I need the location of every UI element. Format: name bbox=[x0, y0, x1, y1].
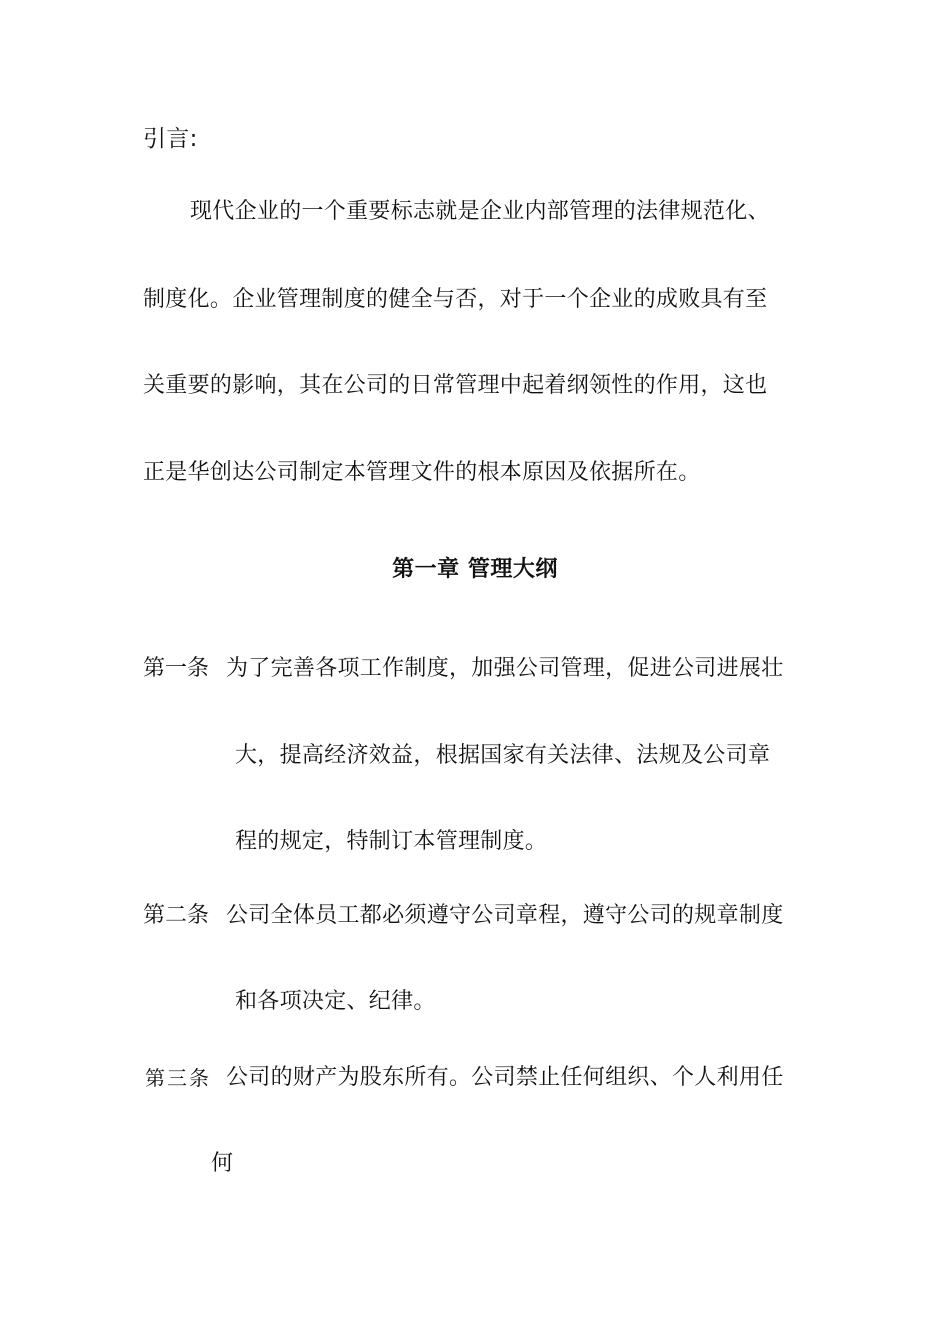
article-1-line-2: 大，提高经济效益，根据国家有关法律、法规及公司章 bbox=[235, 743, 771, 768]
intro-line-2: 制度化。企业管理制度的健全与否，对于一个企业的成败具有至 bbox=[143, 287, 768, 312]
article-1-line-3: 程的规定，特制订本管理制度。 bbox=[235, 829, 548, 854]
intro-line-1: 现代企业的一个重要标志就是企业内部管理的法律规范化、 bbox=[190, 199, 770, 224]
article-1-line-1: 为了完善各项工作制度，加强公司管理，促进公司进展壮 bbox=[226, 656, 784, 681]
article-3-label: 第三条 bbox=[145, 1066, 211, 1090]
article-1-label: 第一条 bbox=[143, 656, 210, 681]
article-3-line-1: 公司的财产为股东所有。公司禁止任何组织、个人利用任 bbox=[226, 1065, 784, 1090]
article-2-line-1: 公司全体员工都必须遵守公司章程，遵守公司的规章制度 bbox=[226, 903, 784, 928]
intro-line-4: 正是华创达公司制定本管理文件的根本原因及依据所在。 bbox=[143, 460, 701, 485]
article-2-line-2: 和各项决定、纪律。 bbox=[235, 989, 436, 1014]
chapter-title: 第一章 管理大纲 bbox=[392, 557, 558, 582]
intro-heading: 引言: bbox=[143, 126, 198, 152]
article-3-line-2: 何 bbox=[211, 1151, 234, 1176]
article-2-label: 第二条 bbox=[143, 903, 210, 928]
intro-line-3: 关重要的影响，其在公司的日常管理中起着纲领性的作用，这也 bbox=[143, 373, 768, 398]
